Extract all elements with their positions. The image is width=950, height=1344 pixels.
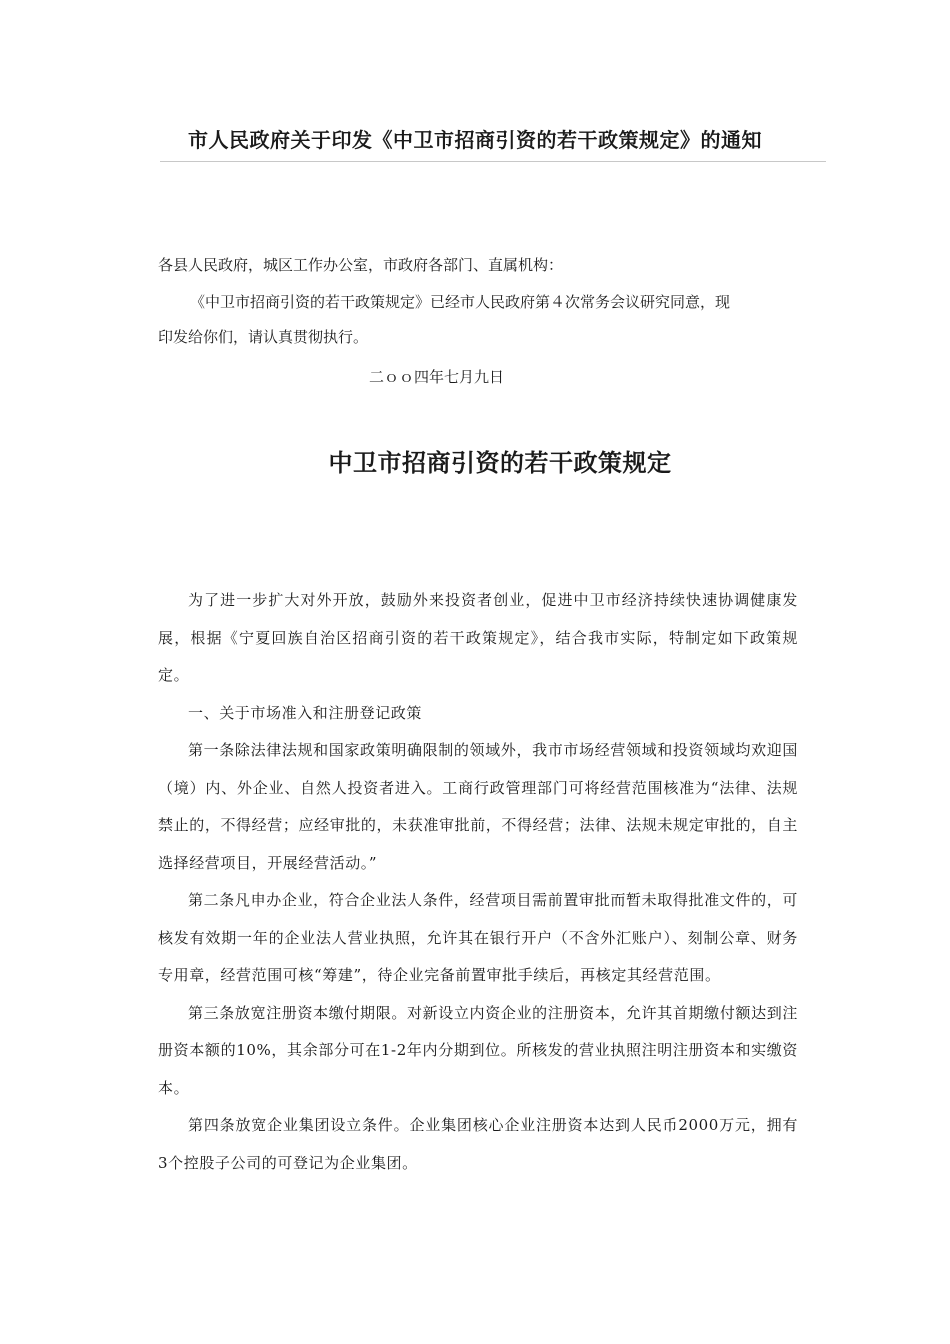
article-1: 第一条除法律法规和国家政策明确限制的领域外，我市市场经营领域和投资领域均欢迎国（境）内、外企业、自然人投资者进入。工商行政管理部门可将经营范围核准为“法律、法规禁止的，不得经营；应经审批的，未获准审批前，不得经营；法律、法规未规定审批的，自主选择经营项目，开展经营活动。”	[158, 741, 798, 872]
intro-line-2: 印发给你们，请认真贯彻执行。	[158, 328, 369, 346]
document-title: 中卫市招商引资的若干政策规定	[328, 449, 672, 477]
paragraph-preamble: 为了进一步扩大对外开放，鼓励外来投资者创业，促进中卫市经济持续快速协调健康发展，根据《宁夏回族自治区招商引资的若干政策规定》，结合我市实际，特制定如下政策规定。	[158, 591, 798, 684]
section-heading: 一、关于市场准入和注册登记政策	[188, 703, 423, 722]
article-2: 第二条凡申办企业，符合企业法人条件，经营项目需前置审批而暂未取得批准文件的，可核发有效期一年的企业法人营业执照，允许其在银行开户（不含外汇账户）、刻制公章、财务专用章，经营范围可核“筹建”，待企业完备前置审批手续后，再核定其经营范围。	[158, 891, 798, 984]
document-body	[158, 582, 798, 1182]
notice-title: 市人民政府关于印发《中卫市招商引资的若干政策规定》的通知	[188, 128, 762, 152]
issue-date: 二ｏｏ四年七月九日	[369, 368, 505, 386]
article-3: 第三条放宽注册资本缴付期限。对新设立内资企业的注册资本，允许其首期缴付额达到注册资本额的10%，其余部分可在1-2年内分期到位。所核发的营业执照注明注册资本和实缴资本。	[158, 1003, 798, 1097]
intro-line-1: 《中卫市招商引资的若干政策规定》已经市人民政府第４次常务会议研究同意，现	[190, 293, 731, 311]
title-divider	[160, 161, 826, 162]
article-4: 第四条放宽企业集团设立条件。企业集团核心企业注册资本达到人民币2000万元，拥有3个控股子公司的可登记为企业集团。	[158, 1116, 798, 1172]
salutation: 各县人民政府，城区工作办公室，市政府各部门、直属机构：	[158, 256, 564, 274]
